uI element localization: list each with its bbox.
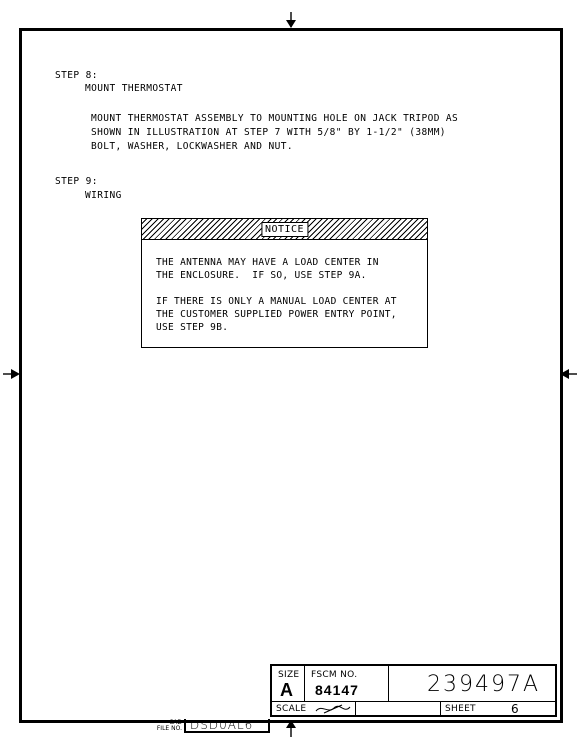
notice-line: USE STEP 9B. [156,322,229,333]
scale-cell [272,702,356,717]
left-center-arrow [3,368,20,380]
notice-line: THE CUSTOMER SUPPLIED POWER ENTRY POINT, [156,309,397,320]
step8-label: STEP 8: [55,70,98,81]
step9-label: STEP 9: [55,176,98,187]
step8-title: MOUNT THERMOSTAT [85,83,183,94]
step8-line: BOLT, WASHER, LOCKWASHER AND NUT. [91,141,293,152]
file-no-label: FILE NO. [156,725,182,732]
fscm-cell [305,666,389,701]
step9-title: WIRING [85,190,122,201]
notice-line: THE ANTENNA MAY HAVE A LOAD CENTER IN [156,257,379,268]
notice-hatched-header [142,219,427,240]
scale-spare-cell [356,702,441,717]
cad-label: CAD [169,719,182,726]
sheet-label: SHEET [445,704,476,714]
drawing-number-cell [389,666,555,701]
notice-title: NOTICE [261,222,308,237]
right-center-arrow [560,368,577,380]
scale-label: SCALE [276,704,307,714]
notice-line: IF THERE IS ONLY A MANUAL LOAD CENTER AT [156,296,397,307]
sheet-value: 6 [511,702,519,716]
top-center-arrow [285,12,297,28]
size-label: SIZE [278,670,300,680]
bottom-center-arrow [285,719,297,737]
cad-file-box [184,719,270,733]
cad-file-label [150,720,182,732]
drawing-number: 239497A [427,672,541,697]
sheet-cell [441,702,555,717]
fscm-label: FSCM NO. [311,670,358,680]
fscm-value: 84147 [315,682,359,698]
step8-line: MOUNT THERMOSTAT ASSEMBLY TO MOUNTING HOLE ON JACK TRIPOD AS [91,113,459,124]
scale-none-symbol [314,704,352,715]
size-cell [272,666,305,701]
notice-box [141,218,428,348]
size-value: A [280,680,293,700]
notice-line: THE ENCLOSURE. IF SO, USE STEP 9A. [156,270,367,281]
step8-line: SHOWN IN ILLUSTRATION AT STEP 7 WITH 5/8" BY 1-1/2" (38MM) [91,127,446,138]
cad-file-number: DSD0AL6 [190,718,254,732]
title-block [270,664,557,717]
notice-body [156,256,397,334]
